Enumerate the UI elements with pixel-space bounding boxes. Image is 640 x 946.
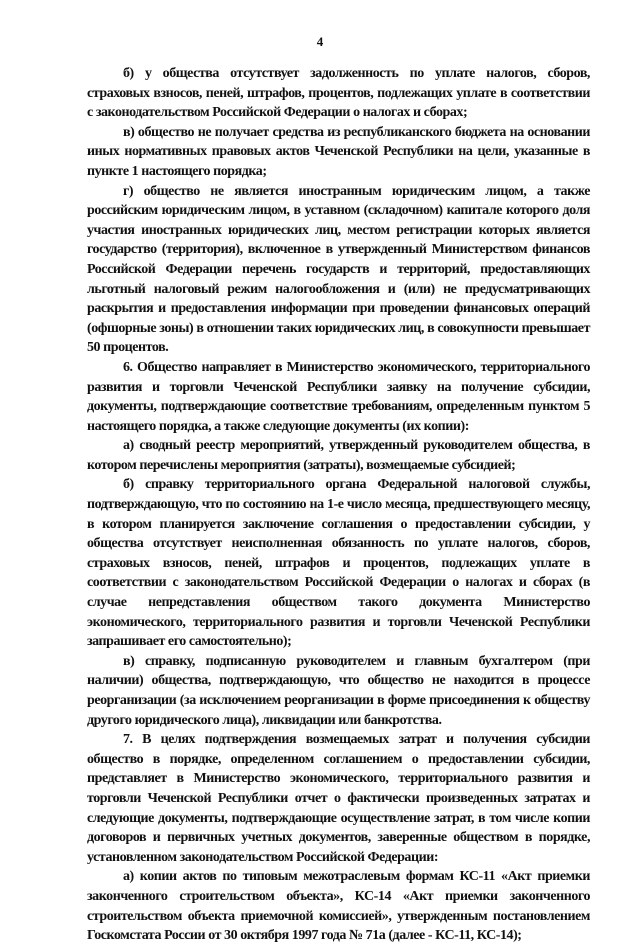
paragraph-g-not-foreign-entity: г) общество не является иностранным юридическим лицом, а также российским юридическим лицом, в уставном (складочном) капитале которого доля участия иностранных юридических лиц, местом регистрации которых является государство (территория), включенное в утвержденный Министерством финансов Российской Федерации перечень государств и территорий, предоставляющих льготный налоговый режим налогообложения и (или) не предусматривающих раскрытия и предоставления информации при проведении финансовых операций (офшорные зоны) в отношении таких юридических лиц, в совокупности превышает 50 процентов. [87,183,590,356]
paragraph-7-cost-confirmation: 7. В целях подтверждения возмещаемых затрат и получения субсидии общество в порядке, определенном соглашением о предоставлении субсидии, представляет в Министерство экономического, территориального развития и торговли Чеченской Республики отчет о фактически произведенных затратах и следующие документы, подтверждающие осуществление затрат, в том числе копии договоров и первичных учетных документов, заверенные обществом в порядке, установленном законодательством Российской Федерации: [87,732,590,865]
document-body [87,64,590,946]
paragraph-a-acts-copies: а) копии актов по типовым межотраслевым формам КС-11 «Акт приемки законченного строительством объекта», КС-14 «Акт приемки законченного строительством объекта приемочной комиссией», утвержденным постановлением Госкомстата России от 30 октября 1997 года № 71а (далее - КС-11, КС-14); [87,869,590,944]
paragraph-b-tax-certificate: б) справку территориального органа Федеральной налоговой службы, подтверждающую, что по состоянию на 1-е число месяца, предшествующего месяцу, в котором планируется заключение соглашения о предоставлении субсидии, у общества отсутствует неисполненная обязанность по уплате налогов, сборов, страховых взносов, пеней, штрафов и процентов, подлежащих уплате в соответствии с законодательством Российской Федерации о налогах и сборах (в случае непредставления обществом такого документа Министерство экономического, территориального развития и торговли Чеченской Республики запрашивает его самостоятельно); [87,477,590,650]
page-number: 4 [316,34,324,49]
paragraph-6-application: 6. Общество направляет в Министерство экономического, территориального развития и торговли Чеченской Республики заявку на получение субсидии, документы, подтверждающие соответствие требованиям, определенным пунктом 5 настоящего порядка, а также следующие документы (их копии): [87,359,590,434]
paragraph-v-signed-certificate: в) справку, подписанную руководителем и главным бухгалтером (при наличии) общества, подтверждающую, что общество не находится в процессе реорганизации (за исключением реорганизации в форме присоединения к обществу другого юридического лица), ликвидации или банкротства. [87,653,590,728]
paragraph-b-no-debt: б) у общества отсутствует задолженность по уплате налогов, сборов, страховых взносов, пеней, штрафов, процентов, подлежащих уплате в соответствии с законодательством Российской Федерации о налогах и сборах; [87,66,590,121]
paragraph-a-register: а) сводный реестр мероприятий, утвержденный руководителем общества, в котором перечислены мероприятия (затраты), возмещаемые субсидией; [87,438,590,473]
paragraph-v-no-budget-funds: в) общество не получает средства из республиканского бюджета на основании иных нормативных правовых актов Чеченской Республики на цели, указанные в пункте 1 настоящего порядка; [87,124,590,179]
